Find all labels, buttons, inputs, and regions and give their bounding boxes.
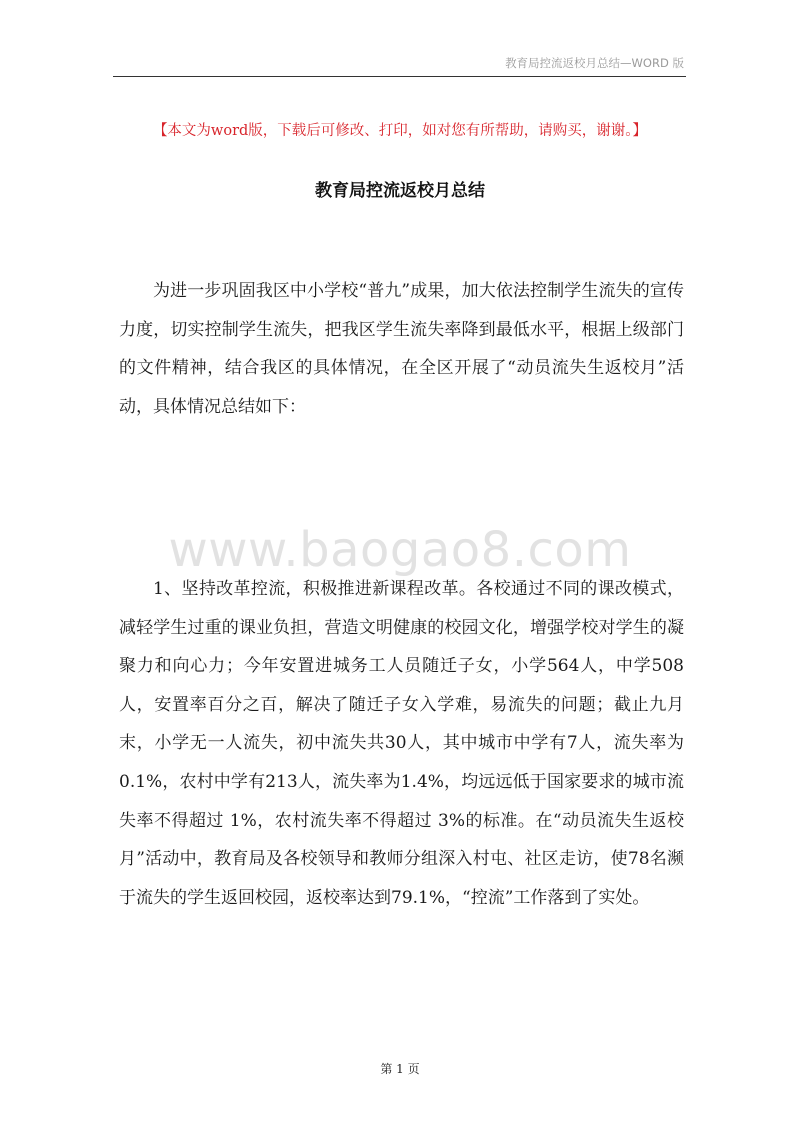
purchase-notice: 【本文为word版，下载后可修改、打印，如对您有所帮助，请购买，谢谢。】: [152, 123, 648, 139]
page-header: [113, 52, 686, 77]
page-number: 第 1 页: [380, 1062, 420, 1076]
running-title: 教育局控流返校月总结—WORD 版: [505, 56, 684, 70]
body-paragraph-1: 1、坚持改革控流，积极推进新课程改革。各校通过不同的课改模式，减轻学生过重的课业负担，营造文明健康的校园文化，增强学校对学生的凝聚力和向心力；今年安置进城务工人员随迁子女，小学564人，中学508人，安置率百分之百，解决了随迁子女入学难，易流失的问题；截止九月末，小学无一人流失，初中流失共30人，其中城市中学有7人，流失率为0.1%，农村中学有213人，流失率为1.4%，均远远低于国家要求的城市流失率不得超过 1%，农村流失率不得超过 3%的标准。在“动员流失生返校月”活动中，教育局及各校领导和教师分组深入村屯、社区走访，使78名濒于流失的学生返回校园，返校率达到79.1%，“控流”工作落到了实处。: [119, 579, 684, 908]
watermark: www.baogao8.com: [168, 522, 632, 578]
document-title: 教育局控流返校月总结: [315, 181, 485, 201]
intro-paragraph: 为进一步巩固我区中小学校“普九”成果，加大依法控制学生流失的宣传力度，切实控制学生流失，把我区学生流失率降到最低水平，根据上级部门的文件精神，结合我区的具体情况，在全区开展了“动员流失生返校月”活动，具体情况总结如下：: [119, 281, 684, 417]
